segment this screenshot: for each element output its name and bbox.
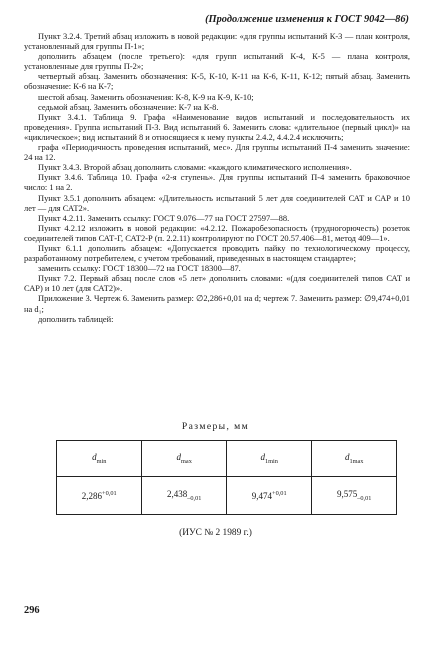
paragraph: дополнить абзацем (после третьего): «для групп испытаний К-4, К-5 — плана контроля, установленные для группы П-2»; — [24, 51, 410, 72]
paragraph: Пункт 3.4.1. Таблица 9. Графа «Наименование видов испытаний и последовательность их проведения». Группа испытаний П-3. Вид испытаний 6. Заменить слова: «длительное (первый цикл)» на «циклическое»; вид испытаний 8 и относящиеся к нему пункты 2.4.2, 4.4.2.4 исключить; — [24, 111, 410, 142]
header-d-max: $d_{max}$ — [142, 441, 227, 477]
paragraph: заменить ссылку: ГОСТ 18300—72 на ГОСТ 18300—87. — [38, 263, 241, 274]
value-d-min: $2,286^{+0,01}$ — [57, 477, 142, 515]
value-d1-max: $9,575_{-0,01}$ — [312, 477, 397, 515]
paragraph: четвертый абзац. Заменить обозначения: К-5, К-10, К-11 на К-6, К-11, К-12; пятый абзац. Заменить обозначение: К-6 на К-7; — [24, 71, 410, 92]
paragraph: Пункт 4.2.12 изложить в новой редакции: «4.2.12. Пожаробезопасность (трудногорючесть) розеток соединителей типов САТ-Г, САТ2-Р (п. 2.2.11) контролируют по ГОСТ 20.57.406—81, метод 409—1». — [24, 222, 410, 243]
table-header-row — [57, 441, 397, 477]
header-d-min: $d_{min}$ — [57, 441, 142, 477]
paragraph: Пункт 3.5.1 дополнить абзацем: «Длительность испытаний 5 лет для соединителей САТ и САР и 10 лет — для САТ2». — [24, 192, 410, 213]
paragraph: Пункт 3.4.6. Таблица 10. Графа «2-я ступень». Для группы испытаний П-4 заменить браковочное число: 1 на 2. — [24, 172, 410, 193]
paragraph: шестой абзац. Заменить обозначения: К-8, К-9 на К-9, К-10; — [38, 91, 254, 102]
paragraph: Пункт 6.1.1 дополнить абзацем: «Допускается проводить пайку по технологическому процессу, разработанному потребителем, с учетом требований, приведенных в настоящем стандарте»; — [24, 242, 410, 264]
dimensions-table — [56, 440, 397, 515]
header-d1-max: $d_{1max}$ — [312, 441, 397, 477]
paragraph: седьмой абзац. Заменить обозначение: К-7 на К-8. — [38, 101, 219, 112]
paragraph: Пункт 4.2.11. Заменить ссылку: ГОСТ 9.076—77 на ГОСТ 27597—88. — [38, 212, 290, 223]
page-number: 296 — [24, 605, 40, 616]
publication-note: (ИУС № 2 1989 г.) — [179, 528, 252, 538]
value-d-max: $2,438_{-0,01}$ — [142, 477, 227, 515]
paragraph: дополнить таблицей: — [38, 313, 114, 324]
header-d1-min: $d_{1min}$ — [226, 441, 311, 477]
body-text — [24, 31, 410, 324]
table-row — [57, 477, 397, 515]
page-heading: (Продолжение изменения к ГОСТ 9042—86) — [205, 14, 409, 25]
paragraph: Пункт 3.4.3. Второй абзац дополнить словами: «каждого климатического исполнения». — [38, 162, 352, 173]
paragraph: Приложение 3. Чертеж 6. Заменить размер: ∅2,286+0,01 на d; чертеж 7. Заменить размер: ∅9,474+0,01 на d₁; — [24, 293, 410, 314]
paragraph: графа «Периодичность проведения испытаний, мес». Для группы испытаний П-4 заменить значение: 24 на 12. — [24, 142, 410, 163]
value-d1-min: $9,474^{+0,01}$ — [226, 477, 311, 515]
table-title: Размеры, мм — [181, 421, 250, 432]
paragraph: Пункт 7.2. Первый абзац после слов «5 лет» дополнить словами: «(для соединителей типов САТ и САР) и 10 лет (для САТ2)». — [24, 273, 410, 294]
paragraph: Пункт 3.2.4. Третий абзац изложить в новой редакции: «для группы испытаний К-3 — план контроля, установленный для группы П-1»; — [24, 31, 410, 52]
